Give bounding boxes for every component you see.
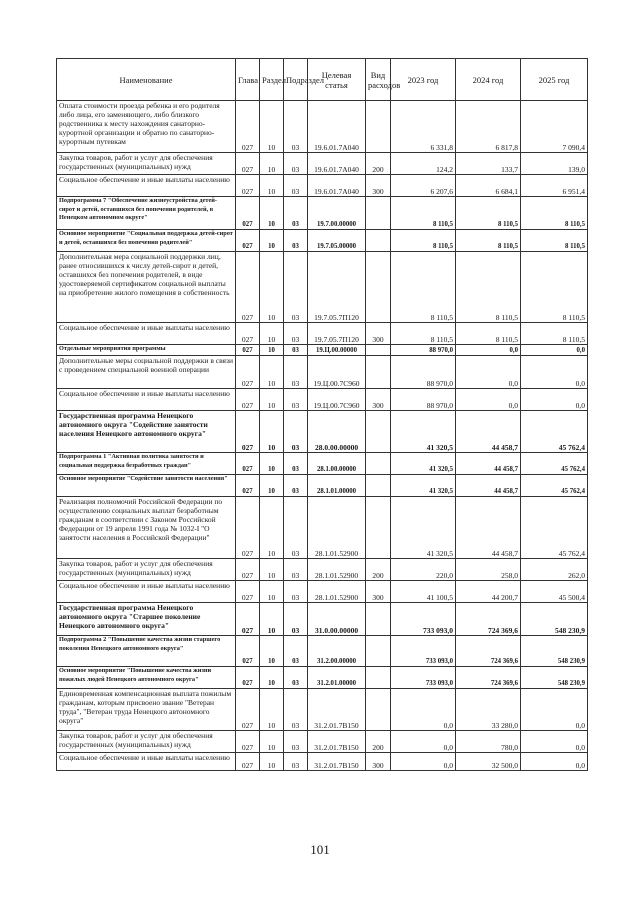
table-cell: 780,0 [456, 731, 521, 753]
row-name-cell: Основное мероприятие "Социальная поддержка детей-сирот и детей, оставшихся без попечения родителей" [57, 230, 236, 252]
table-cell: 03 [284, 581, 308, 603]
table-cell: 027 [236, 497, 260, 559]
table-cell: 8 110,5 [456, 252, 521, 323]
table-cell: 03 [284, 197, 308, 230]
table-row [57, 389, 588, 411]
row-name-cell: Социальное обеспечение и иные выплаты населению [57, 323, 236, 345]
table-cell: 10 [260, 475, 284, 497]
table-cell: 45 762,4 [521, 475, 588, 497]
table-cell [366, 497, 391, 559]
table-row [57, 636, 588, 667]
table-cell: 10 [260, 411, 284, 453]
row-name-cell: Закупка товаров, работ и услуг для обеспечения государственных (муниципальных) нужд [57, 153, 236, 175]
table-cell: 548 230,9 [521, 603, 588, 636]
table-cell: 10 [260, 559, 284, 581]
table-row [57, 581, 588, 603]
table-cell: 10 [260, 230, 284, 252]
table-cell [366, 345, 391, 356]
table-cell: 0,0 [456, 356, 521, 389]
table-cell: 262,0 [521, 559, 588, 581]
table-cell: 548 230,9 [521, 636, 588, 667]
table-cell: 027 [236, 453, 260, 475]
page-number: 101 [310, 842, 330, 857]
row-name-cell: Социальное обеспечение и иные выплаты населению [57, 581, 236, 603]
table-row [57, 667, 588, 689]
table-cell: 31.2.00.00000 [308, 636, 366, 667]
row-name-cell: Основное мероприятие "Повышение качества жизни пожилых людей Ненецкого автономного округа" [57, 667, 236, 689]
row-name-cell: Закупка товаров, работ и услуг для обеспечения государственных (муниципальных) нужд [57, 731, 236, 753]
table-cell: 10 [260, 252, 284, 323]
table-cell: 7 090,4 [521, 101, 588, 153]
table-cell [366, 197, 391, 230]
table-cell: 133,7 [456, 153, 521, 175]
table-cell: 28.1.01.00000 [308, 475, 366, 497]
table-cell: 10 [260, 667, 284, 689]
table-cell: 28.1.01.52900 [308, 559, 366, 581]
column-header: Наименование [57, 59, 236, 101]
table-cell: 0,0 [391, 753, 456, 771]
table-cell: 8 110,5 [391, 323, 456, 345]
table-cell: 139,0 [521, 153, 588, 175]
table-cell: 0,0 [456, 345, 521, 356]
table-cell: 8 110,5 [521, 323, 588, 345]
table-cell: 45 762,4 [521, 453, 588, 475]
row-name-cell: Подпрограмма 7 "Обеспечение жизнеустройства детей-сирот и детей, оставшихся без попечения родителей, в Ненецком автономном округе" [57, 197, 236, 230]
table-cell: 28.0.00.00000 [308, 411, 366, 453]
table-cell: 027 [236, 101, 260, 153]
table-cell: 44 458,7 [456, 411, 521, 453]
row-name-cell: Основное мероприятие "Содействие занятости населения" [57, 475, 236, 497]
table-cell: 19.6.01.7А040 [308, 153, 366, 175]
table-cell: 10 [260, 323, 284, 345]
table-cell [366, 230, 391, 252]
table-cell: 45 762,4 [521, 497, 588, 559]
table-cell: 258,0 [456, 559, 521, 581]
table-cell: 03 [284, 689, 308, 731]
table-cell: 6 331,8 [391, 101, 456, 153]
table-cell: 0,0 [521, 356, 588, 389]
table-cell: 31.2.01.7В150 [308, 753, 366, 771]
table-cell: 28.1.01.52900 [308, 581, 366, 603]
table-cell: 027 [236, 323, 260, 345]
table-cell: 19.7.05.7П120 [308, 323, 366, 345]
table-cell: 19.6.01.7А040 [308, 101, 366, 153]
column-header: Раздел [260, 59, 284, 101]
table-cell: 0,0 [456, 389, 521, 411]
table-cell: 88 970,0 [391, 389, 456, 411]
table-cell: 03 [284, 753, 308, 771]
table-cell: 28.1.00.00000 [308, 453, 366, 475]
table-cell: 300 [366, 323, 391, 345]
table-cell: 44 458,7 [456, 497, 521, 559]
table-cell: 41 320,5 [391, 475, 456, 497]
table-cell: 41 100,5 [391, 581, 456, 603]
table-cell: 03 [284, 497, 308, 559]
table-cell: 03 [284, 667, 308, 689]
budget-table [56, 58, 588, 771]
row-name-cell: Социальное обеспечение и иные выплаты населению [57, 175, 236, 197]
table-cell: 733 093,0 [391, 667, 456, 689]
table-cell [366, 356, 391, 389]
table-cell: 44 458,7 [456, 453, 521, 475]
table-cell: 027 [236, 252, 260, 323]
table-cell: 6 817,8 [456, 101, 521, 153]
table-cell: 03 [284, 356, 308, 389]
table-row [57, 475, 588, 497]
table-row [57, 153, 588, 175]
table-cell: 027 [236, 153, 260, 175]
table-cell [366, 667, 391, 689]
table-cell: 41 320,5 [391, 453, 456, 475]
table-header-row [57, 59, 588, 101]
table-cell: 027 [236, 636, 260, 667]
row-name-cell: Подпрограмма 2 "Повышение качества жизни старшего поколения Ненецкого автономного округа" [57, 636, 236, 667]
table-cell: 10 [260, 153, 284, 175]
table-cell: 10 [260, 453, 284, 475]
table-cell: 03 [284, 252, 308, 323]
table-row [57, 230, 588, 252]
table-row [57, 175, 588, 197]
column-header: Подраздел [284, 59, 308, 101]
table-row [57, 731, 588, 753]
table-cell: 0,0 [521, 753, 588, 771]
table-cell [366, 603, 391, 636]
table-cell: 44 458,7 [456, 475, 521, 497]
table-cell: 32 500,0 [456, 753, 521, 771]
table-cell: 88 970,0 [391, 345, 456, 356]
table-cell: 41 320,5 [391, 411, 456, 453]
table-cell: 19.Ц.00.7С960 [308, 356, 366, 389]
table-cell: 10 [260, 689, 284, 731]
table-row [57, 252, 588, 323]
table-cell: 45 762,4 [521, 411, 588, 453]
table-cell: 03 [284, 453, 308, 475]
table-cell: 10 [260, 636, 284, 667]
table-cell: 0,0 [521, 689, 588, 731]
table-cell: 027 [236, 175, 260, 197]
table-cell: 027 [236, 731, 260, 753]
column-header: 2024 год [456, 59, 521, 101]
table-cell: 10 [260, 753, 284, 771]
table-cell: 6 684,1 [456, 175, 521, 197]
table-cell: 10 [260, 345, 284, 356]
column-header: Целевая статья [308, 59, 366, 101]
table-row [57, 753, 588, 771]
table-row [57, 356, 588, 389]
table-cell: 124,2 [391, 153, 456, 175]
table-cell: 31.2.01.7В150 [308, 731, 366, 753]
table-cell [366, 453, 391, 475]
table-cell: 03 [284, 475, 308, 497]
table-row [57, 323, 588, 345]
table-cell: 03 [284, 153, 308, 175]
table-cell: 28.1.01.52900 [308, 497, 366, 559]
row-name-cell: Социальное обеспечение и иные выплаты населению [57, 389, 236, 411]
table-cell: 45 500,4 [521, 581, 588, 603]
table-row [57, 345, 588, 356]
table-row [57, 101, 588, 153]
row-name-cell: Государственная программа Ненецкого автономного округа "Старшее поколение Ненецкого автономного округа" [57, 603, 236, 636]
table-cell: 200 [366, 153, 391, 175]
table-row [57, 603, 588, 636]
table-cell: 8 110,5 [391, 197, 456, 230]
table-cell: 10 [260, 197, 284, 230]
table-cell: 03 [284, 731, 308, 753]
table-cell: 724 369,6 [456, 667, 521, 689]
table-cell: 31.2.01.7В150 [308, 689, 366, 731]
table-cell: 0,0 [521, 731, 588, 753]
table-row [57, 559, 588, 581]
table-cell: 200 [366, 731, 391, 753]
table-cell: 44 200,7 [456, 581, 521, 603]
table-cell: 220,0 [391, 559, 456, 581]
table-cell: 19.Ц.00.7С960 [308, 389, 366, 411]
table-row [57, 497, 588, 559]
table-cell: 027 [236, 230, 260, 252]
row-name-cell: Подпрограмма 1 "Активная политика занятости и социальная поддержка безработных граждан" [57, 453, 236, 475]
table-cell: 31.0.00.00000 [308, 603, 366, 636]
table-cell: 300 [366, 175, 391, 197]
table-cell: 027 [236, 753, 260, 771]
column-header: Глава [236, 59, 260, 101]
table-cell [366, 101, 391, 153]
table-cell: 0,0 [391, 731, 456, 753]
table-cell [366, 475, 391, 497]
table-cell: 33 280,0 [456, 689, 521, 731]
table-cell: 8 110,5 [521, 252, 588, 323]
table-cell: 8 110,5 [391, 230, 456, 252]
row-name-cell: Дополнительная мера социальной поддержки лиц, ранее относившихся к числу детей-сирот и детей, оставшихся без попечения родителей, в виде удостоверяемой сертификатом социальной выплаты на приобретение жилого помещения в собственность [57, 252, 236, 323]
table-row [57, 689, 588, 731]
table-cell: 10 [260, 581, 284, 603]
table-cell: 8 110,5 [521, 197, 588, 230]
table-cell: 03 [284, 411, 308, 453]
table-row [57, 453, 588, 475]
table-cell: 03 [284, 175, 308, 197]
table-cell [366, 252, 391, 323]
table-cell: 10 [260, 101, 284, 153]
table-cell: 027 [236, 345, 260, 356]
column-header: Вид расходов [366, 59, 391, 101]
table-cell: 733 093,0 [391, 636, 456, 667]
row-name-cell: Единовременная компенсационная выплата пожилым гражданам, которым присвоено звание "Ветеран труда", "Ветеран труда Ненецкого автономного округа" [57, 689, 236, 731]
table-cell: 548 230,9 [521, 667, 588, 689]
table-cell: 19.7.05.7П120 [308, 252, 366, 323]
column-header: 2023 год [391, 59, 456, 101]
table-cell: 03 [284, 603, 308, 636]
table-row [57, 197, 588, 230]
table-cell: 300 [366, 389, 391, 411]
table-cell: 0,0 [521, 345, 588, 356]
table-cell: 03 [284, 323, 308, 345]
table-cell: 10 [260, 497, 284, 559]
row-name-cell: Оплата стоимости проезда ребенка и его родителя либо лица, его заменяющего, либо близкого родственника к месту нахождения санаторно-курортной организации и обратно по санаторно-курортным путевкам [57, 101, 236, 153]
table-cell: 6 951,4 [521, 175, 588, 197]
table-cell: 31.2.01.00000 [308, 667, 366, 689]
table-cell: 300 [366, 753, 391, 771]
table-cell: 027 [236, 389, 260, 411]
table-cell [366, 689, 391, 731]
table-cell: 027 [236, 581, 260, 603]
table-cell: 027 [236, 475, 260, 497]
table-cell: 300 [366, 581, 391, 603]
row-name-cell: Дополнительные меры социальной поддержки в связи с проведением специальной военной операции [57, 356, 236, 389]
table-cell: 8 110,5 [456, 197, 521, 230]
table-cell: 03 [284, 636, 308, 667]
table-cell: 027 [236, 559, 260, 581]
table-cell: 8 110,5 [456, 230, 521, 252]
row-name-cell: Закупка товаров, работ и услуг для обеспечения государственных (муниципальных) нужд [57, 559, 236, 581]
table-cell: 6 207,6 [391, 175, 456, 197]
table-cell [366, 411, 391, 453]
table-cell: 8 110,5 [391, 252, 456, 323]
table-cell: 03 [284, 101, 308, 153]
table-cell: 0,0 [391, 689, 456, 731]
row-name-cell: Государственная программа Ненецкого автономного округа "Содействие занятости населения Ненецкого автономного округа" [57, 411, 236, 453]
table-cell: 8 110,5 [521, 230, 588, 252]
row-name-cell: Социальное обеспечение и иные выплаты населению [57, 753, 236, 771]
table-cell: 0,0 [521, 389, 588, 411]
table-cell: 41 320,5 [391, 497, 456, 559]
table-cell: 027 [236, 603, 260, 636]
table-cell: 19.7.00.00000 [308, 197, 366, 230]
table-row [57, 411, 588, 453]
table-cell: 88 970,0 [391, 356, 456, 389]
table-cell: 03 [284, 559, 308, 581]
column-header: 2025 год [521, 59, 588, 101]
table-cell: 10 [260, 175, 284, 197]
table-cell: 724 369,6 [456, 603, 521, 636]
table-cell: 027 [236, 197, 260, 230]
table-cell: 19.7.05.00000 [308, 230, 366, 252]
table-cell: 200 [366, 559, 391, 581]
row-name-cell: Реализация полномочий Российской Федерации по осуществлению социальных выплат безработным гражданам в соответствии с Законом Российской Федерации от 19 апреля 1991 года № 1032-I "О занятости населения в Российской Федерации" [57, 497, 236, 559]
table-cell: 19.Ц.00.00000 [308, 345, 366, 356]
table-cell: 03 [284, 230, 308, 252]
table-cell: 027 [236, 356, 260, 389]
table-cell: 724 369,6 [456, 636, 521, 667]
table-cell: 733 093,0 [391, 603, 456, 636]
table-cell: 027 [236, 411, 260, 453]
table-cell: 10 [260, 603, 284, 636]
table-cell: 10 [260, 731, 284, 753]
table-cell: 10 [260, 356, 284, 389]
table-cell: 03 [284, 389, 308, 411]
table-cell: 10 [260, 389, 284, 411]
row-name-cell: Отдельные мероприятия программы [57, 345, 236, 356]
table-cell: 19.6.01.7А040 [308, 175, 366, 197]
table-cell: 8 110,5 [456, 323, 521, 345]
table-cell: 027 [236, 667, 260, 689]
table-cell: 03 [284, 345, 308, 356]
table-cell [366, 636, 391, 667]
table-cell: 027 [236, 689, 260, 731]
